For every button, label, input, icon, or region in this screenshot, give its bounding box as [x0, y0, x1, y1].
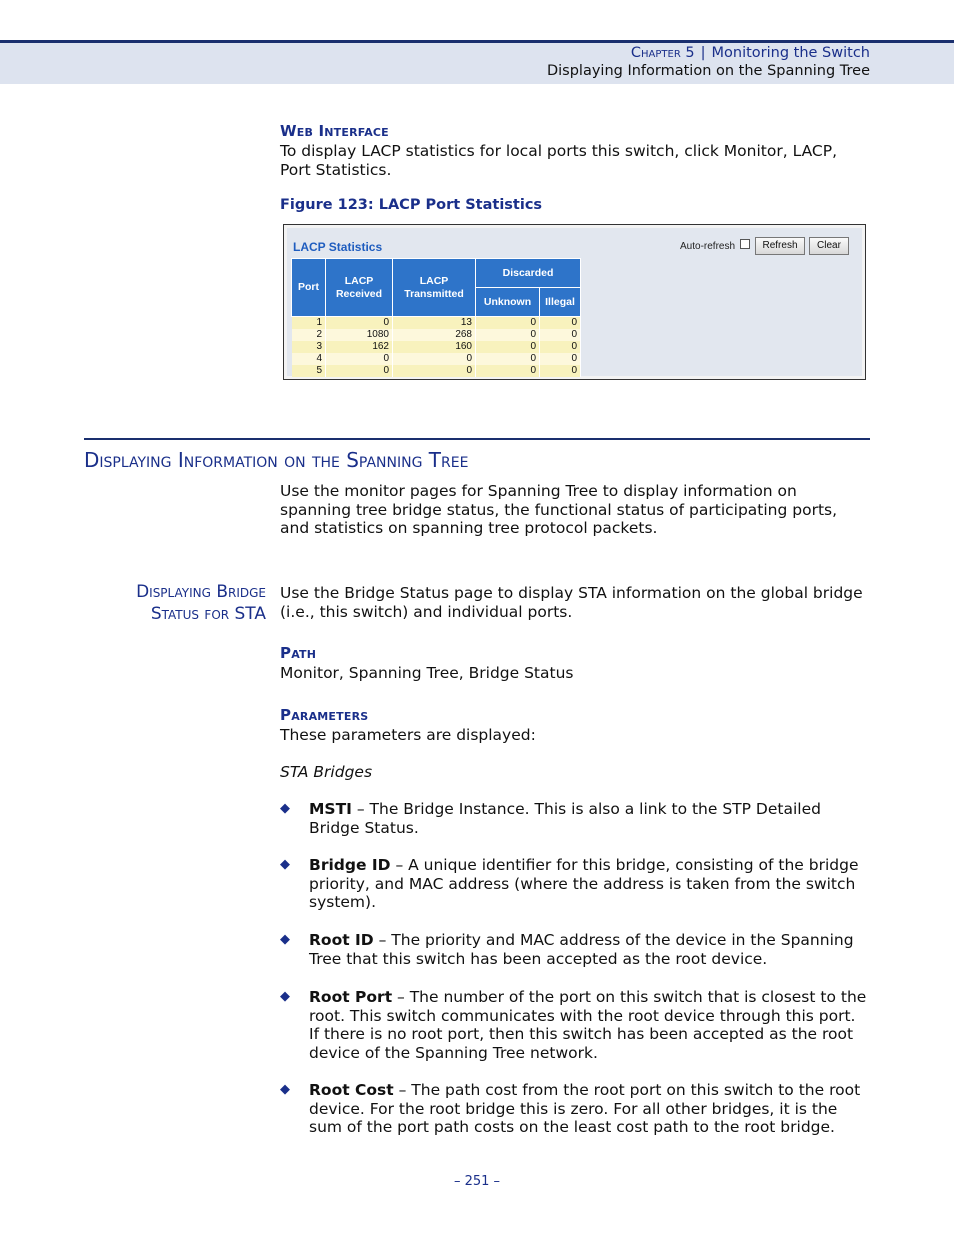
path-text: Monitor, Spanning Tree, Bridge Status: [280, 664, 574, 682]
auto-refresh-label: Auto-refresh: [680, 241, 736, 252]
cell-port: 5: [292, 365, 326, 377]
cell-illegal: 0: [540, 341, 581, 353]
cell-received: 0: [326, 365, 393, 377]
cell-received: 0: [326, 317, 393, 330]
web-interface-heading: Web Interface: [280, 122, 389, 140]
bullet-diamond-icon: ◆: [280, 932, 290, 947]
bullet-diamond-icon: ◆: [280, 857, 290, 872]
param-term: Root Cost: [309, 1081, 394, 1099]
param-desc: – A unique identifier for this bridge, consisting of the bridge priority, and MAC address (where the address is taken from the switch system).: [309, 856, 859, 912]
running-header-chapter: [631, 45, 870, 61]
col-port: Port: [292, 259, 326, 317]
bullet-diamond-icon: ◆: [280, 801, 290, 816]
lacp-statistics-screenshot: [283, 224, 866, 380]
web-interface-text: To display LACP statistics for local ports this switch, click Monitor, LACP, Port Statistics.: [280, 142, 838, 179]
lacp-statistics-table: [291, 258, 581, 377]
param-desc: – The priority and MAC address of the device in the Spanning Tree that this switch has been accepted as the root device.: [309, 931, 854, 968]
lacp-statistics-title: LACP Statistics: [293, 240, 383, 254]
cell-received: 0: [326, 353, 393, 365]
cell-transmitted: 13: [393, 317, 476, 330]
header-separator: |: [700, 45, 706, 61]
table-row: [292, 365, 581, 377]
cell-transmitted: 160: [393, 341, 476, 353]
param-term: Bridge ID: [309, 856, 391, 874]
cell-illegal: 0: [540, 329, 581, 341]
col-illegal: Illegal: [540, 288, 581, 317]
col-lacp-transmitted: LACP Transmitted: [393, 259, 476, 317]
refresh-button[interactable]: Refresh: [755, 237, 805, 255]
bridge-status-intro: Use the Bridge Status page to display STA information on the global bridge (i.e., this switch) and individual ports.: [280, 584, 863, 621]
parameters-text: These parameters are displayed:: [280, 726, 536, 744]
cell-illegal: 0: [540, 317, 581, 330]
cell-transmitted: 0: [393, 365, 476, 377]
side-heading-line1: Displaying Bridge: [136, 582, 266, 602]
param-desc: – The Bridge Instance. This is also a link to the STP Detailed Bridge Status.: [309, 800, 821, 837]
col-discarded: Discarded: [476, 259, 581, 288]
cell-port: 1: [292, 317, 326, 330]
bullet-diamond-icon: ◆: [280, 1082, 290, 1097]
auto-refresh-checkbox[interactable]: [740, 239, 750, 249]
cell-port: 2: [292, 329, 326, 341]
running-header-section: Displaying Information on the Spanning Tree: [546, 63, 870, 79]
cell-unknown: 0: [476, 341, 540, 353]
page-number: – 251 –: [453, 1174, 501, 1189]
clear-button[interactable]: Clear: [809, 237, 849, 255]
table-row: [292, 341, 581, 353]
col-unknown: Unknown: [476, 288, 540, 317]
cell-port: 4: [292, 353, 326, 365]
table-row: [292, 353, 581, 365]
chapter-title: Monitoring the Switch: [711, 45, 870, 61]
sta-bridges-label: STA Bridges: [280, 763, 373, 781]
param-term: Root ID: [309, 931, 374, 949]
section-intro: Use the monitor pages for Spanning Tree to display information on spanning tree bridge status, the functional status of participating ports, and statistics on spanning tree protocol packets.: [280, 482, 838, 538]
col-lacp-received: LACP Received: [326, 259, 393, 317]
param-desc: – The number of the port on this switch that is closest to the root. This switch communicates with the root device through this port. If there is no root port, then this switch has been accepted as the root device of the Spanning Tree network.: [309, 988, 867, 1063]
panel-background: [287, 228, 862, 376]
param-desc: – The path cost from the root port on this switch to the root device. For the root bridge this is zero. For all other bridges, it is the sum of the port path costs on the least cost path to the root bridge.: [309, 1081, 861, 1137]
cell-port: 3: [292, 341, 326, 353]
figure-caption: Figure 123: LACP Port Statistics: [280, 197, 543, 213]
parameters-heading: Parameters: [280, 706, 369, 724]
bridge-status-side-heading: [84, 581, 266, 625]
param-term: Root Port: [309, 988, 393, 1006]
cell-transmitted: 268: [393, 329, 476, 341]
param-term: MSTI: [309, 800, 352, 818]
chapter-label: Chapter 5: [630, 45, 695, 61]
cell-unknown: 0: [476, 365, 540, 377]
cell-transmitted: 0: [393, 353, 476, 365]
cell-illegal: 0: [540, 365, 581, 377]
cell-received: 1080: [326, 329, 393, 341]
cell-unknown: 0: [476, 329, 540, 341]
side-heading-line2: Status for STA: [150, 604, 266, 624]
bullet-diamond-icon: ◆: [280, 989, 290, 1004]
cell-received: 162: [326, 341, 393, 353]
cell-unknown: 0: [476, 317, 540, 330]
cell-unknown: 0: [476, 353, 540, 365]
path-heading: Path: [280, 644, 317, 662]
table-row: [292, 329, 581, 341]
section-rule: [84, 438, 870, 440]
table-row: [292, 317, 581, 330]
section-title: Displaying Information on the Spanning Tree: [84, 448, 469, 472]
cell-illegal: 0: [540, 353, 581, 365]
